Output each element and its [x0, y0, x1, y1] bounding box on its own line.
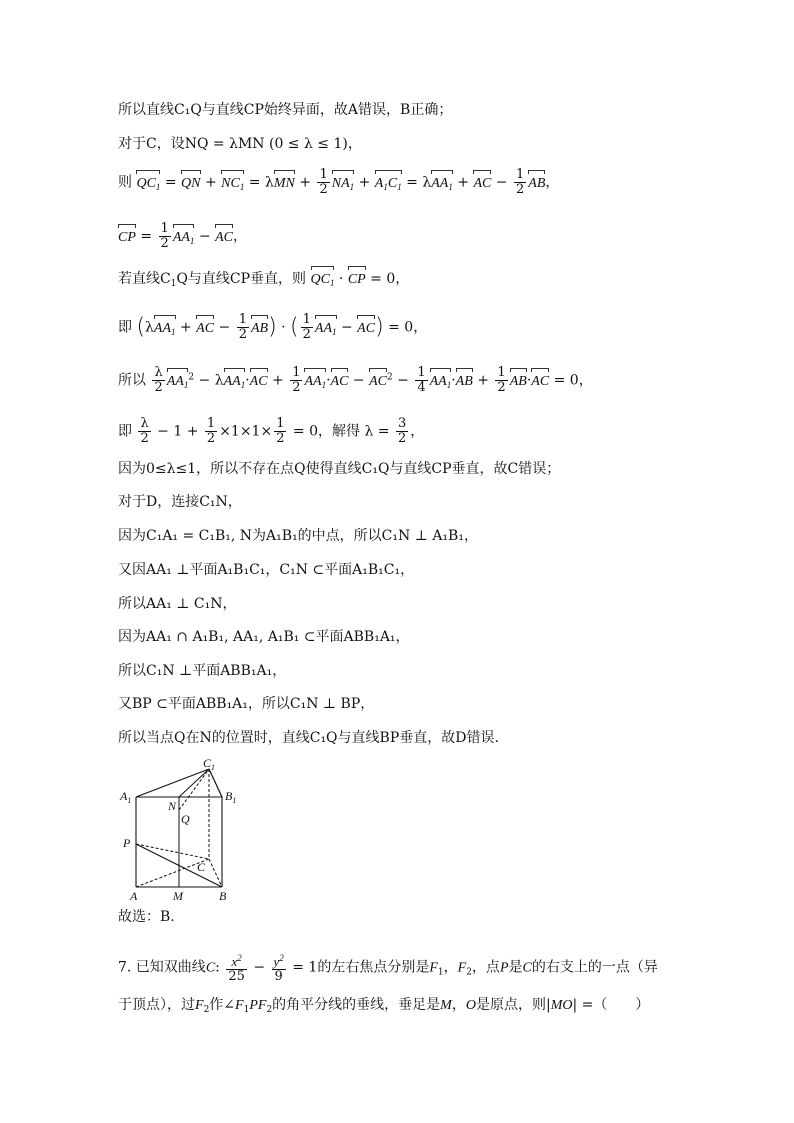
text-line-2: 对于C，设NQ = λMN (0 ≤ λ ≤ 1)，	[118, 136, 362, 152]
label-B1: $B_1$	[225, 789, 237, 805]
edge-A1C1	[136, 769, 209, 797]
edge-CB	[209, 859, 222, 887]
answer-line: 故选：B.	[118, 909, 175, 925]
text-line-14: 因为AA₁ ∩ A₁B₁, AA₁, A₁B₁ ⊂平面ABB₁A₁，	[118, 629, 410, 645]
label-Q: Q	[181, 812, 190, 826]
label-P: P	[123, 836, 131, 850]
text-line-4: CP = $\frac{1}{2}$ $AA_1$ − AC，	[118, 221, 247, 251]
text-line-9: 因为0≤λ≤1，所以不存在点Q使得直线C₁Q与直线CP垂直，故C错误；	[118, 461, 561, 477]
text-line-12: 又因AA₁ ⊥平面A₁B₁C₁，C₁N ⊂平面A₁B₁C₁，	[118, 562, 415, 578]
problem-7-line-1: 7. 已知双曲线C: $\frac{x^2}{25}$ − $\frac{y^2}{9}$ = 1的左右焦点分别是$F_1$，$F_2$，点P是C的右支上的一点（异	[118, 953, 658, 984]
text-line-17: 所以当点Q在N的位置时，直线C₁Q与直线BP垂直，故D错误.	[118, 730, 499, 746]
text-line-5: 若直线$C_1Q$与直线CP垂直，则 $QC_1$ · CP = 0，	[118, 270, 409, 293]
label-M: M	[173, 889, 183, 903]
text-line-10: 对于D，连接C₁N，	[118, 494, 242, 510]
text-line-7: 所以 $\frac{\lambda}{2}$ $AA_1^2 - \lambda AA_1\cdot AC$ + $\frac{1}{2}$ $AA_1\cdot AC - AC^2$ − $\frac{1}{4}$ $AA_1\cdot AB$ + $\frac{1}{2}$ AB·AC = 0，	[118, 365, 593, 395]
label-N: N	[168, 799, 177, 813]
text-line-1: 所以直线C₁Q与直线CP始终异面，故A错误，B正确；	[118, 102, 453, 118]
text-line-8: 即 $\frac{\lambda}{2}$ − 1 + $\frac{1}{2}$ ×1×1× $\frac{1}{2}$ = 0，解得 λ = $\frac{3}{2}$ ，	[118, 416, 425, 446]
label-C1: $C_1$	[203, 756, 216, 772]
problem-7-line-2: 于顶点），过$F_2$作$\angle F_1PF_2$的角平分线的垂线，垂足是M，O是原点，则|MO| =（ ）	[118, 997, 650, 1015]
segment-NC1	[179, 769, 209, 797]
text-line-15: 所以C₁N ⊥平面ABB₁A₁，	[118, 663, 287, 679]
label-B: B	[219, 889, 227, 903]
text-line-3: 则 $QC_1$ = QN + $NC_1 = \lambda MN$ + $\frac{1}{2}$ $NA_1 + A_1C_1 = \lambda AA_1$ + AC − $\frac{1}{2}$ AB，	[118, 167, 560, 197]
text-line-16: 又BP ⊂平面ABB₁A₁，所以C₁N ⊥ BP，	[118, 696, 375, 712]
label-A1: $A_1$	[120, 789, 132, 805]
prism-figure	[118, 755, 248, 905]
segment-PC	[136, 844, 209, 859]
label-C: C	[197, 860, 206, 874]
text-line-11: 因为C₁A₁ = C₁B₁, N为A₁B₁的中点，所以C₁N ⊥ A₁B₁，	[118, 528, 478, 544]
text-line-6: 即 (λAA$_1$ + AC − $\frac{1}{2}$ AB) · ( $\frac{1}{2}$ $AA_1 - AC) = 0$，	[118, 312, 428, 342]
label-A: A	[130, 889, 138, 903]
text-line-13: 所以AA₁ ⊥ C₁N，	[118, 596, 237, 612]
